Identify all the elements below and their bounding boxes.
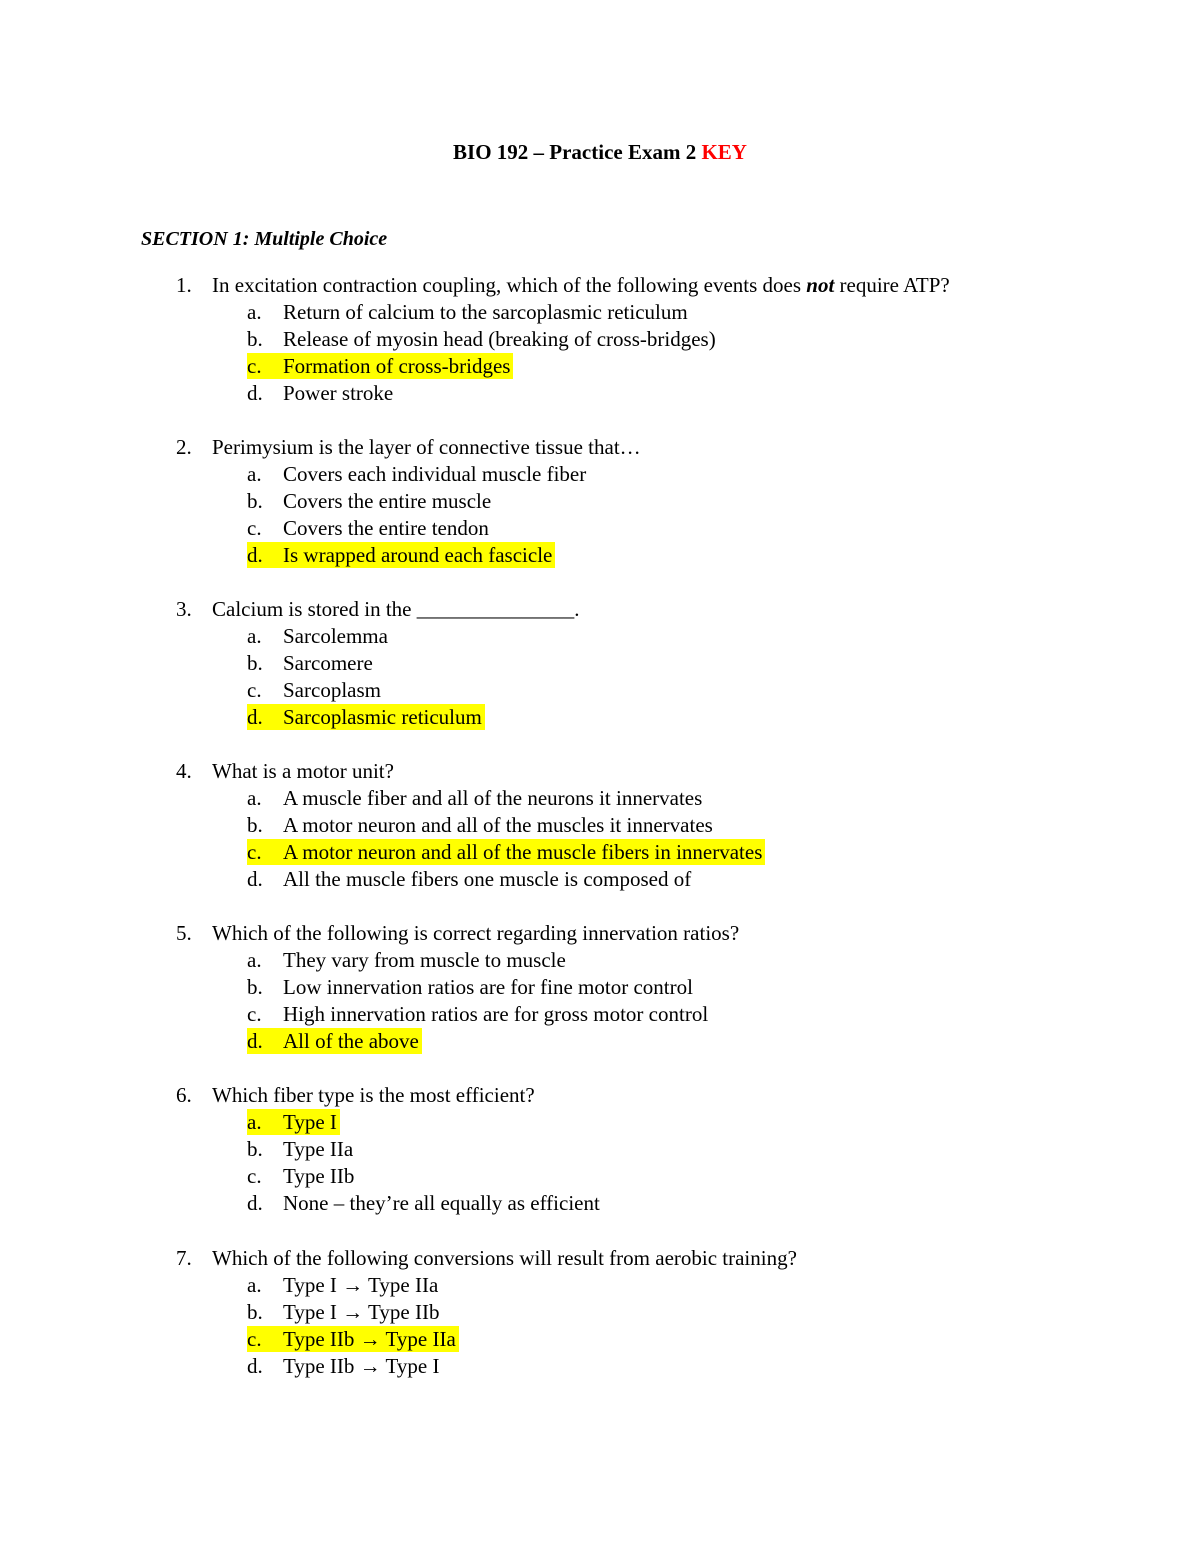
answer-option-correct (247, 704, 485, 730)
option-letter: b. (247, 327, 263, 351)
answer-option-correct (247, 353, 513, 379)
option-letter: a. (247, 300, 262, 324)
option-letter: d. (247, 867, 263, 891)
option-text: Type IIb → Type IIa (283, 1327, 456, 1351)
question-text-part: require ATP? (834, 273, 950, 297)
title-main: BIO 192 – Practice Exam 2 (453, 140, 702, 164)
answer-option (247, 1299, 439, 1325)
answer-option (247, 677, 381, 703)
option-text: Type IIb (283, 1164, 355, 1188)
answer-option-correct (247, 1109, 340, 1135)
option-text: Is wrapped around each fascicle (283, 543, 553, 567)
answer-option (247, 1136, 353, 1162)
question-number: 3. (176, 597, 192, 621)
question-text-part: Which of the following conversions will result from aerobic training? (212, 1246, 797, 1270)
option-text: Type IIb → Type I (283, 1354, 440, 1378)
answer-option (247, 299, 688, 325)
option-letter: b. (247, 975, 263, 999)
answer-option (247, 1190, 600, 1216)
question-number: 6. (176, 1083, 192, 1107)
question-text-part: Calcium is stored in the _______________. (212, 597, 580, 621)
answer-option (247, 1001, 708, 1027)
option-letter: c. (247, 1002, 262, 1026)
section-heading: SECTION 1: Multiple Choice (141, 228, 388, 250)
option-text: High innervation ratios are for gross motor control (283, 1002, 709, 1026)
option-letter: c. (247, 516, 262, 540)
option-letter: d. (247, 1354, 263, 1378)
option-letter: d. (247, 543, 263, 567)
answer-option (247, 515, 489, 541)
option-text: Return of calcium to the sarcoplasmic reticulum (283, 300, 688, 324)
option-text: None – they’re all equally as efficient (283, 1191, 600, 1215)
option-letter: d. (247, 1191, 263, 1215)
option-letter: d. (247, 1029, 263, 1053)
question-number: 4. (176, 759, 192, 783)
option-letter: d. (247, 381, 263, 405)
option-letter: b. (247, 489, 263, 513)
option-letter: b. (247, 813, 263, 837)
question-number: 5. (176, 921, 192, 945)
answer-option-correct (247, 1028, 422, 1054)
option-text: Type I → Type IIb (283, 1300, 440, 1324)
answer-option (247, 650, 373, 676)
option-letter: c. (247, 840, 262, 864)
option-text: Sarcoplasm (283, 678, 381, 702)
option-text: Covers the entire tendon (283, 516, 489, 540)
answer-option (247, 974, 693, 1000)
answer-option (247, 623, 388, 649)
option-letter: a. (247, 624, 262, 648)
option-text: Low innervation ratios are for fine motor control (283, 975, 693, 999)
answer-option-correct (247, 839, 765, 865)
option-letter: b. (247, 651, 263, 675)
answer-option (247, 488, 491, 514)
option-text: All of the above (283, 1029, 419, 1053)
question-text (212, 758, 394, 784)
page-title (0, 140, 1200, 165)
question-text-part: In excitation contraction coupling, which of the following events does (212, 273, 807, 297)
option-letter: c. (247, 1164, 262, 1188)
answer-option (247, 380, 393, 406)
option-text: Type I → Type IIa (283, 1273, 439, 1297)
answer-option (247, 947, 566, 973)
option-letter: c. (247, 354, 262, 378)
option-text: Release of myosin head (breaking of cross-bridges) (283, 327, 716, 351)
option-text: A motor neuron and all of the muscles it innervates (283, 813, 713, 837)
question-number: 7. (176, 1246, 192, 1270)
option-letter: a. (247, 1110, 262, 1134)
answer-option (247, 326, 716, 352)
option-letter: b. (247, 1137, 263, 1161)
question-text (212, 1245, 797, 1271)
question-text (212, 434, 641, 460)
option-text: A motor neuron and all of the muscle fibers in innervates (283, 840, 763, 864)
option-text: Type IIa (283, 1137, 354, 1161)
option-letter: c. (247, 1327, 262, 1351)
answer-option (247, 812, 713, 838)
option-text: Sarcolemma (283, 624, 388, 648)
answer-option (247, 1272, 438, 1298)
option-letter: d. (247, 705, 263, 729)
question-text (212, 920, 739, 946)
option-text: A muscle fiber and all of the neurons it innervates (283, 786, 703, 810)
answer-option-correct (247, 1326, 459, 1352)
answer-option (247, 866, 691, 892)
option-letter: a. (247, 786, 262, 810)
option-letter: a. (247, 462, 262, 486)
question-text-part: Perimysium is the layer of connective tissue that… (212, 435, 641, 459)
question-text (212, 1082, 535, 1108)
option-text: Power stroke (283, 381, 394, 405)
option-text: Formation of cross-bridges (283, 354, 511, 378)
option-text: Sarcomere (283, 651, 373, 675)
question-text-part: Which of the following is correct regarding innervation ratios? (212, 921, 740, 945)
option-text: All the muscle fibers one muscle is composed of (283, 867, 692, 891)
title-key-label: KEY (701, 140, 747, 164)
answer-option (247, 1163, 354, 1189)
answer-option (247, 785, 702, 811)
question-text-part: What is a motor unit? (212, 759, 394, 783)
option-text: Covers each individual muscle fiber (283, 462, 587, 486)
option-letter: b. (247, 1300, 263, 1324)
answer-option (247, 461, 586, 487)
question-emphasis: not (806, 273, 835, 297)
option-text: Type I (283, 1110, 337, 1134)
option-letter: a. (247, 948, 262, 972)
question-number: 1. (176, 273, 192, 297)
question-number: 2. (176, 435, 192, 459)
answer-option-correct (247, 542, 555, 568)
option-text: Sarcoplasmic reticulum (283, 705, 482, 729)
question-text-part: Which fiber type is the most efficient? (212, 1083, 535, 1107)
option-letter: a. (247, 1273, 262, 1297)
option-letter: c. (247, 678, 262, 702)
question-text (212, 596, 579, 622)
question-text (212, 272, 950, 298)
answer-option (247, 1353, 439, 1379)
option-text: Covers the entire muscle (283, 489, 492, 513)
option-text: They vary from muscle to muscle (283, 948, 566, 972)
